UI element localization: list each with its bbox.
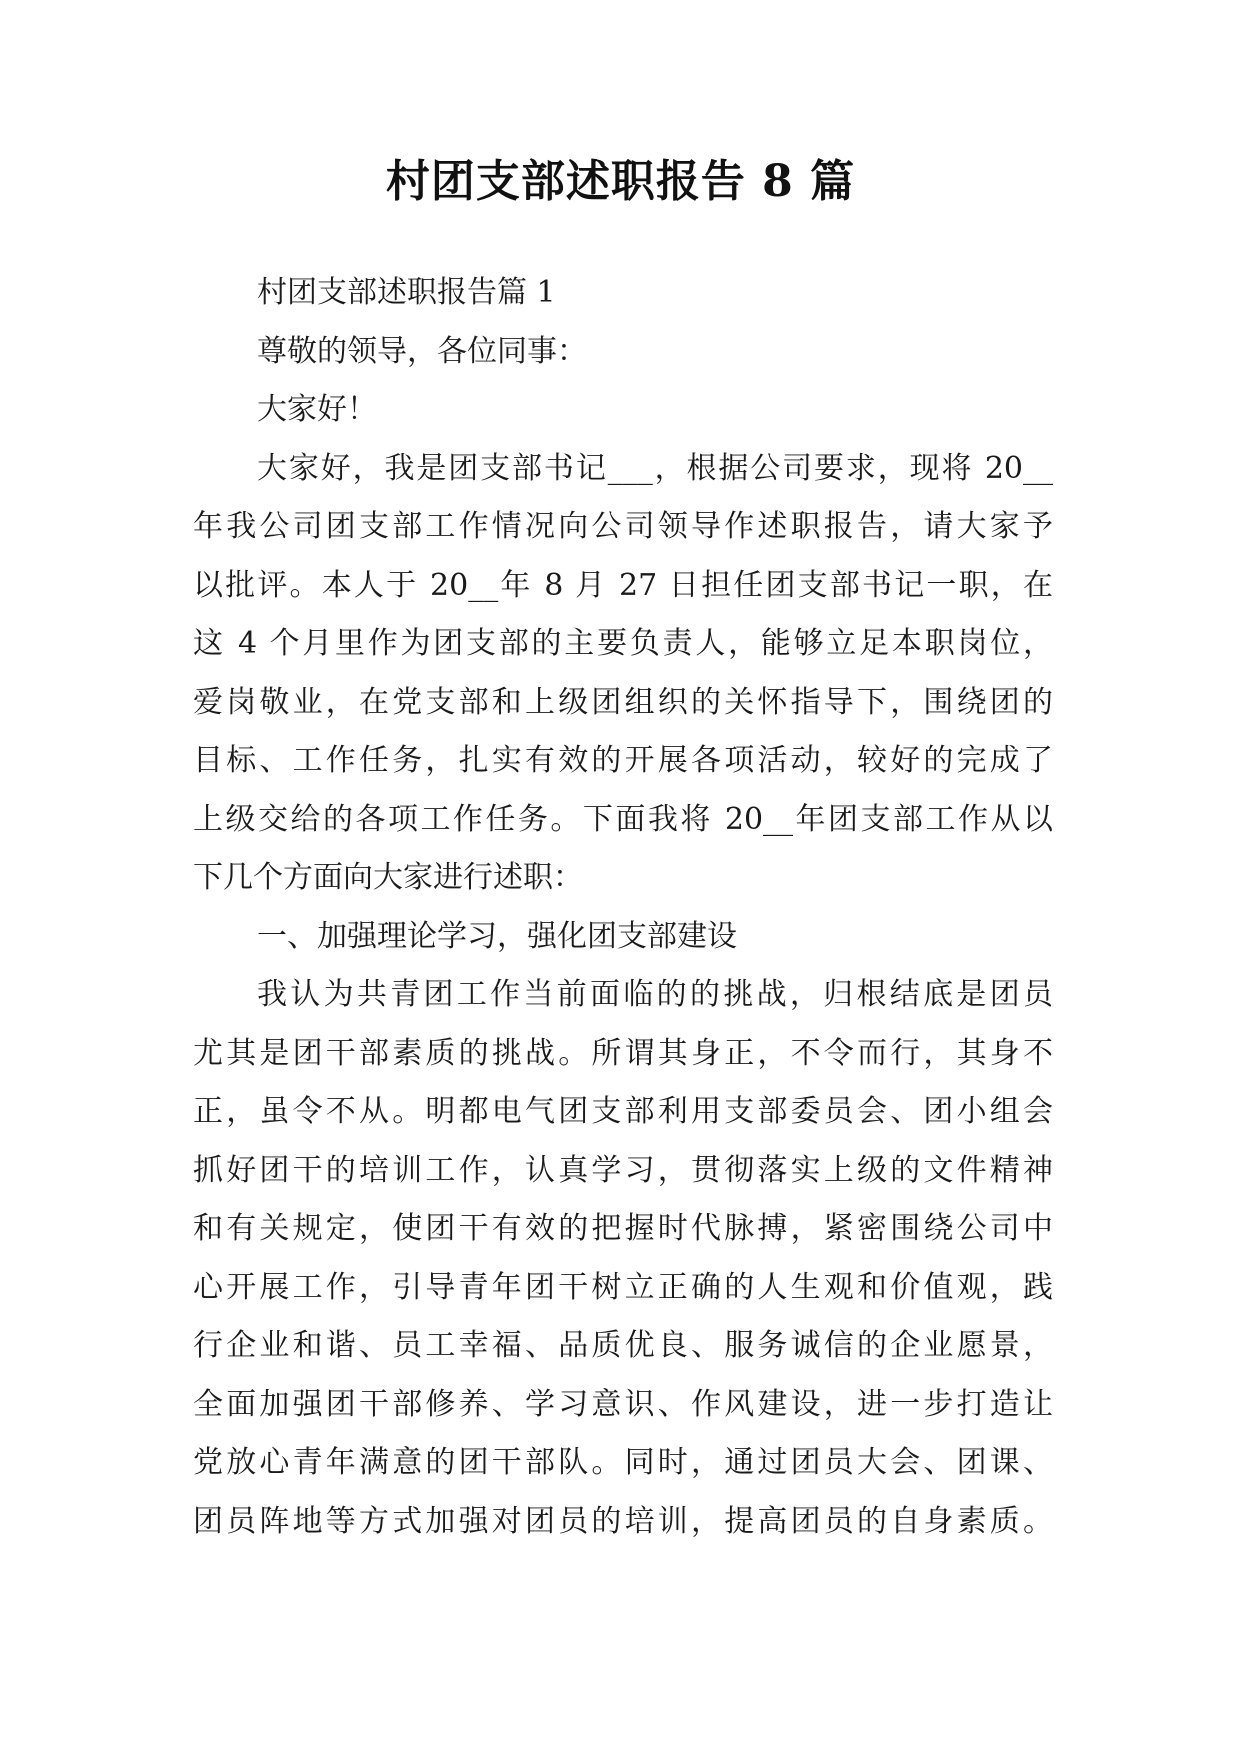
body-line: 抓好团干的培训工作，认真学习，贯彻落实上级的文件精神 xyxy=(193,1152,1053,1188)
body-line: 行企业和谐、员工幸福、品质优良、服务诚信的企业愿景， xyxy=(193,1328,1053,1363)
body-line: 和有关规定，使团干有效的把握时代脉搏，紧密围绕公司中 xyxy=(193,1211,1053,1246)
document-title: 村团支部述职报告 8 篇 xyxy=(385,156,856,207)
body-line: 尤其是团干部素质的挑战。所谓其身正，不令而行，其身不 xyxy=(193,1035,1053,1071)
body-line: 全面加强团干部修养、学习意识、作风建设，进一步打造让 xyxy=(193,1386,1053,1422)
body-line: 心开展工作，引导青年团干树立正确的人生观和价值观，践 xyxy=(193,1269,1053,1305)
body-line: 目标、工作任务，扎实有效的开展各项活动，较好的完成了 xyxy=(193,743,1053,778)
body-line: 以批评。本人于 20__年 8 月 27 日担任团支部书记一职，在 xyxy=(193,567,1053,603)
body-line: 尊敬的领导，各位同事： xyxy=(257,333,587,369)
body-line: 正，虽令不从。明都电气团支部利用支部委员会、团小组会 xyxy=(193,1094,1053,1129)
body-line: 大家好！ xyxy=(257,392,377,427)
body-line: 一、加强理论学习，强化团支部建设 xyxy=(257,918,737,954)
body-line: 村团支部述职报告篇 1 xyxy=(257,275,556,310)
body-line: 年我公司团支部工作情况向公司领导作述职报告，请大家予 xyxy=(193,509,1053,544)
body-line: 我认为共青团工作当前面临的的挑战，归根结底是团员 xyxy=(257,977,1053,1012)
body-line: 大家好，我是团支部书记___，根据公司要求，现将 20__ xyxy=(257,450,1053,486)
body-line: 团员阵地等方式加强对团员的培训，提高团员的自身素质。 xyxy=(193,1503,1053,1539)
body-line: 爱岗敬业，在党支部和上级团组织的关怀指导下，围绕团的 xyxy=(193,684,1053,720)
body-line: 这 4 个月里作为团支部的主要负责人，能够立足本职岗位， xyxy=(193,626,1053,661)
body-line: 党放心青年满意的团干部队。同时，通过团员大会、团课、 xyxy=(193,1445,1053,1480)
document-body xyxy=(193,264,1053,1551)
body-line: 下几个方面向大家进行述职： xyxy=(193,860,583,895)
body-line: 上级交给的各项工作任务。下面我将 20__年团支部工作从以 xyxy=(193,801,1053,837)
